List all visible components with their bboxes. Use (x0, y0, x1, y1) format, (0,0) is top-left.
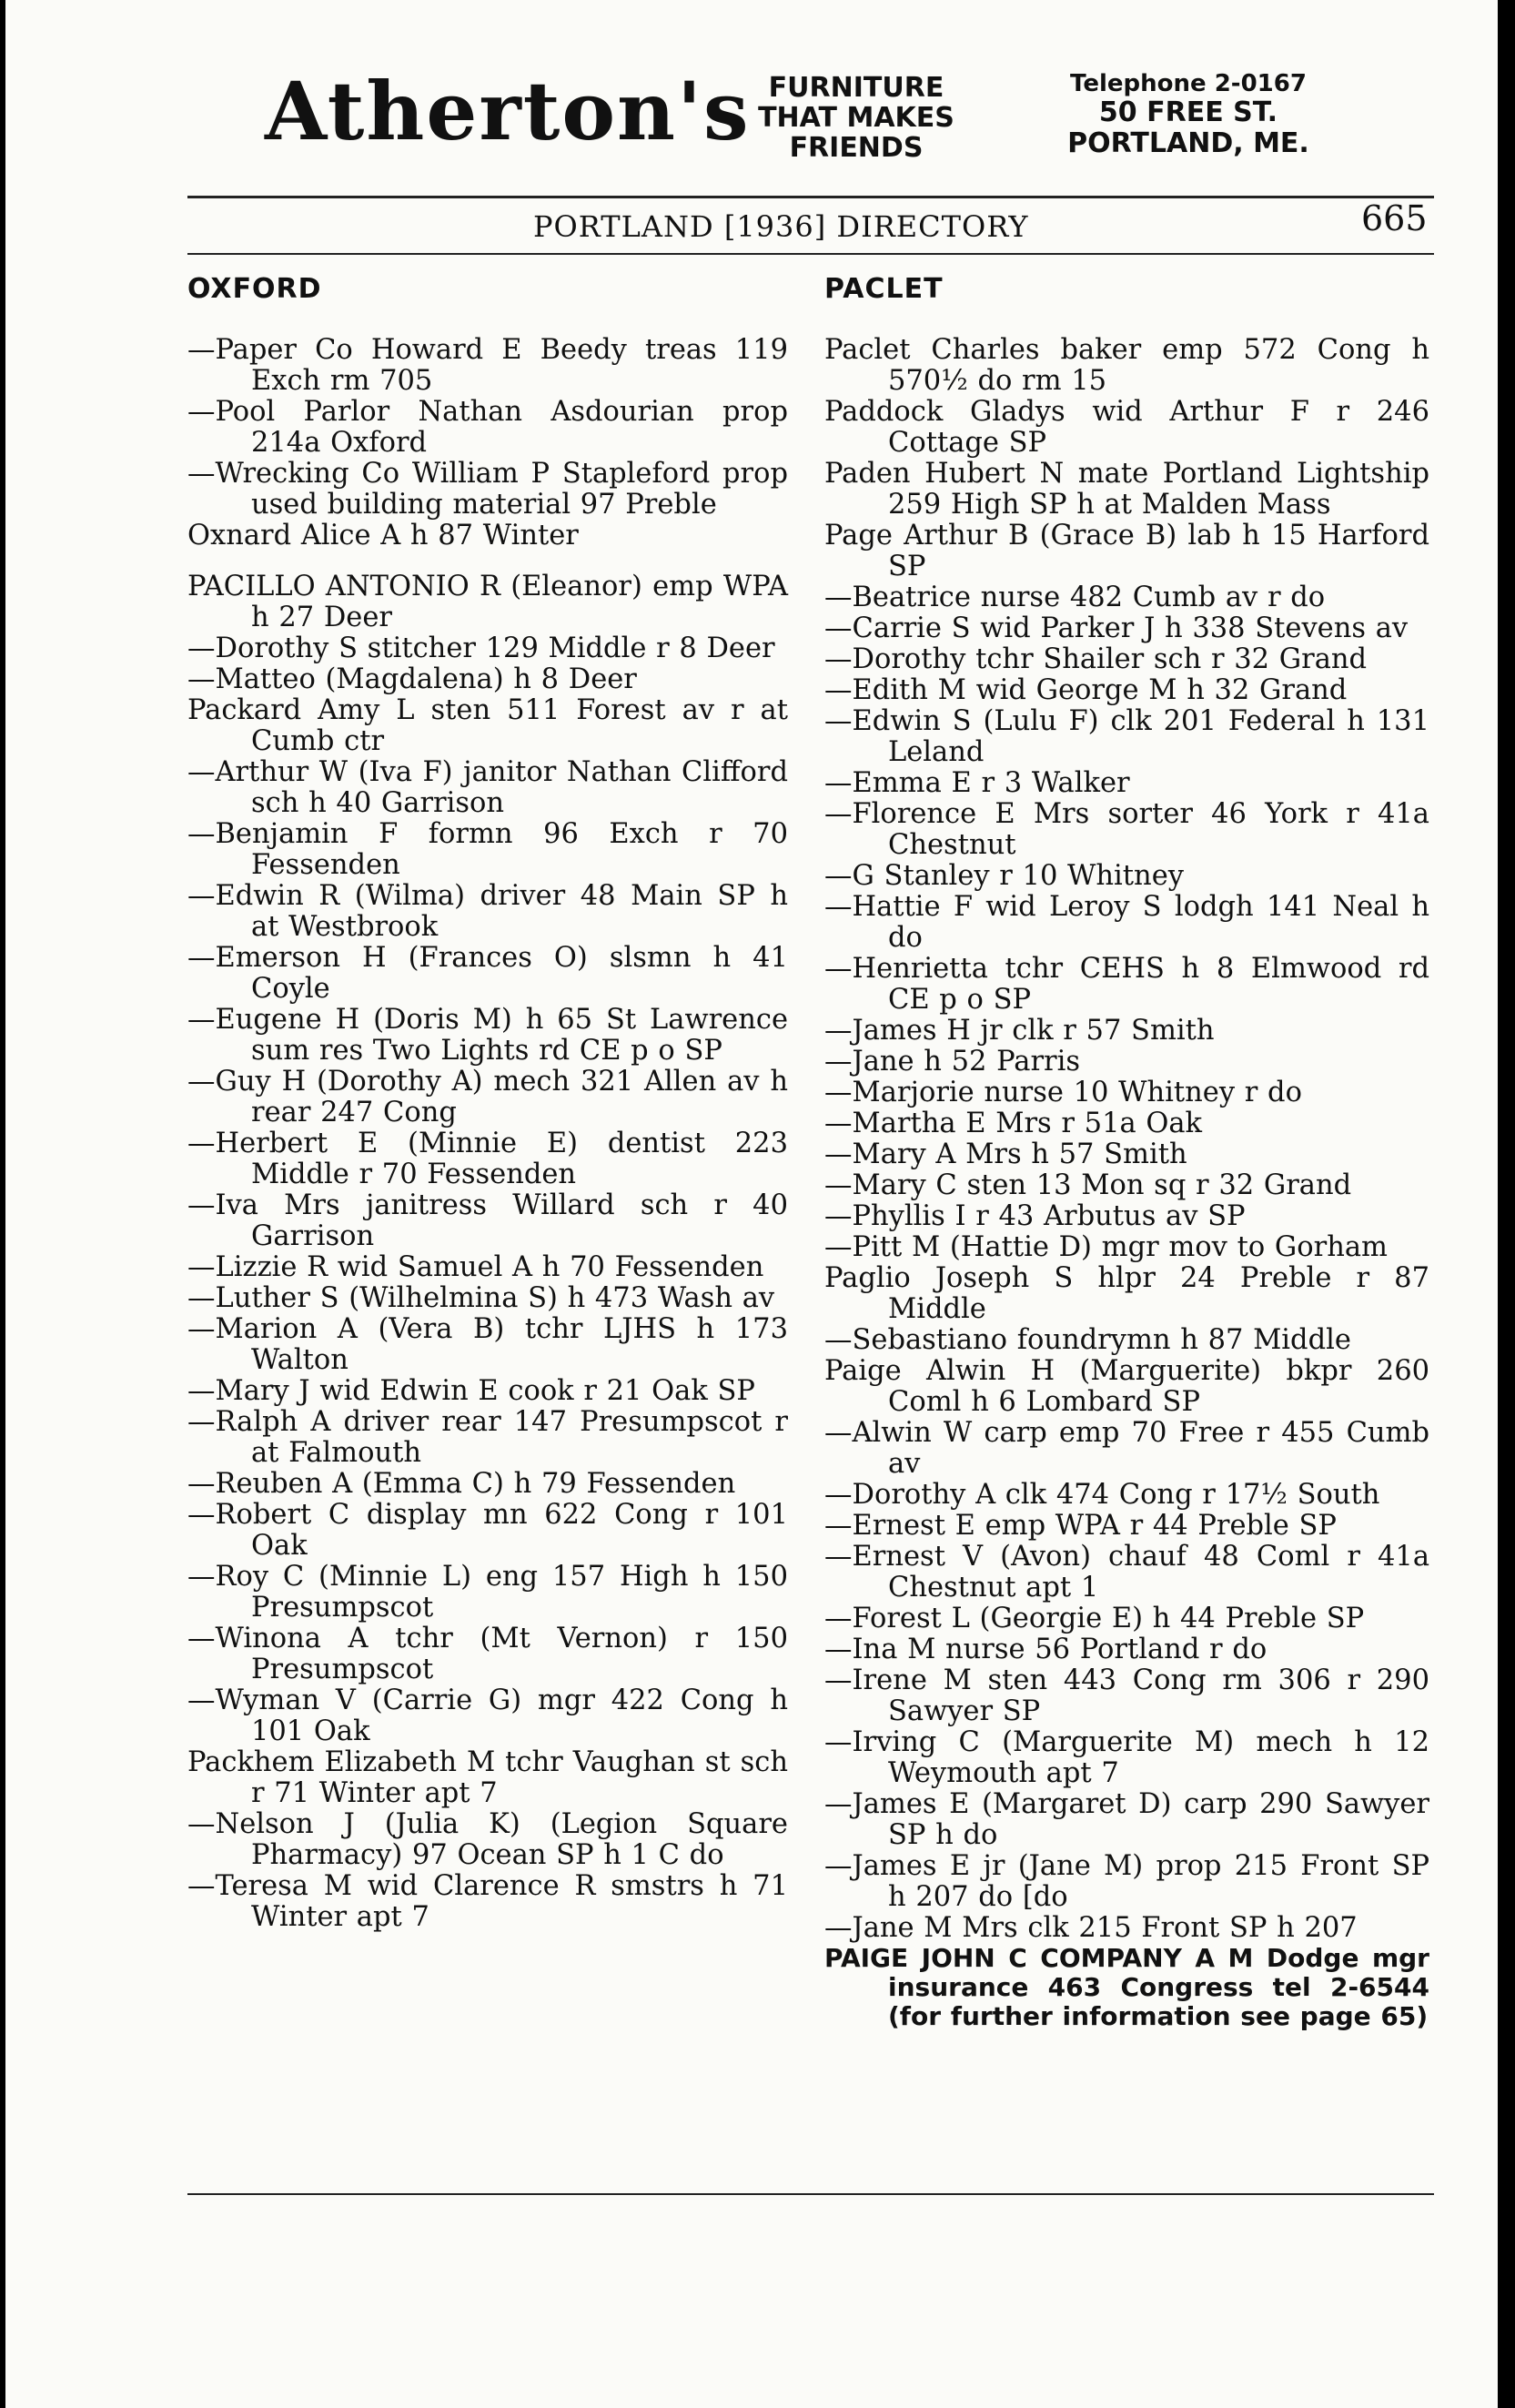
directory-entry: —Arthur W (Iva F) janitor Nathan Clifford sch h 40 Garrison (187, 756, 788, 819)
directory-entry: —Phyllis I r 43 Arbutus av SP (824, 1200, 1246, 1232)
directory-entry: Page Arthur B (Grace B) lab h 15 Harford SP (824, 520, 1429, 582)
directory-entry: —Sebastiano foundrymn h 87 Middle (824, 1324, 1351, 1356)
directory-entry: —Paper Co Howard E Beedy treas 119 Exch rm 705 (187, 334, 788, 397)
directory-entry: —Benjamin F formn 96 Exch r 70 Fessenden (187, 818, 788, 881)
slogan (733, 73, 979, 163)
directory-entry: PACILLO ANTONIO R (Eleanor) emp WPA h 27 Deer (187, 571, 788, 633)
directory-entry: Paclet Charles baker emp 572 Cong h 570½ do rm 15 (824, 334, 1429, 397)
directory-entry: —Ralph A driver rear 147 Presumpscot r at Falmouth (187, 1406, 788, 1469)
directory-entry: —Ernest V (Avon) chauf 48 Coml r 41a Chestnut apt 1 (824, 1541, 1429, 1604)
left-column (187, 273, 788, 1933)
directory-entry: —Emma E r 3 Walker (824, 767, 1130, 799)
slogan-line: THAT MAKES (758, 102, 954, 134)
directory-entry: —Irving C (Marguerite M) mech h 12 Weymouth apt 7 (824, 1726, 1429, 1789)
bottom-rule (187, 2193, 1434, 2195)
directory-entry: —Winona A tchr (Mt Vernon) r 150 Presumpscot (187, 1623, 788, 1685)
directory-entry: —Henrietta tchr CEHS h 8 Elmwood rd CE p o SP (824, 953, 1429, 1016)
directory-entry: —Beatrice nurse 482 Cumb av r do (824, 582, 1326, 613)
directory-entry: Paglio Joseph S hlpr 24 Preble r 87 Middle (824, 1262, 1429, 1325)
directory-entry: —Mary A Mrs h 57 Smith (824, 1138, 1187, 1170)
directory-entry: —Marion A (Vera B) tchr LJHS h 173 Walton (187, 1313, 788, 1376)
slogan-line: FRIENDS (789, 132, 924, 164)
directory-entry: —Herbert E (Minnie E) dentist 223 Middle r 70 Fessenden (187, 1128, 788, 1190)
directory-entry: —Reuben A (Emma C) h 79 Fessenden (187, 1468, 736, 1500)
directory-entry: —Pool Parlor Nathan Asdourian prop 214a Oxford (187, 396, 788, 459)
directory-entry: —James H jr clk r 57 Smith (824, 1015, 1215, 1047)
directory-entry: —G Stanley r 10 Whitney (824, 860, 1184, 892)
directory-entry: —Ina M nurse 56 Portland r do (824, 1634, 1268, 1665)
directory-entry: —Jane M Mrs clk 215 Front SP h 207 (824, 1912, 1358, 1944)
directory-entry: —Mary J wid Edwin E cook r 21 Oak SP (187, 1375, 755, 1407)
directory-entry: —Eugene H (Doris M) h 65 St Lawrence sum res Two Lights rd CE p o SP (187, 1004, 788, 1067)
directory-entry: —Forest L (Georgie E) h 44 Preble SP (824, 1603, 1365, 1634)
advertisement-banner (5, 55, 1498, 173)
directory-entry: Paden Hubert N mate Portland Lightship 259 High SP h at Malden Mass (824, 458, 1429, 521)
slogan-line: FURNITURE (768, 72, 944, 104)
directory-entry: —Wyman V (Carrie G) mgr 422 Cong h 101 Oak (187, 1685, 788, 1747)
directory-entry: —Ernest E emp WPA r 44 Preble SP (824, 1510, 1337, 1542)
directory-entry: —Dorothy tchr Shailer sch r 32 Grand (824, 643, 1368, 675)
directory-entry: —James E (Margaret D) carp 290 Sawyer SP h do (824, 1788, 1429, 1851)
directory-entry: —Edith M wid George M h 32 Grand (824, 674, 1348, 706)
top-rule (187, 196, 1434, 198)
telephone: Telephone 2-0167 (1070, 70, 1307, 97)
directory-entry: —Dorothy A clk 474 Cong r 17½ South (824, 1479, 1380, 1511)
directory-entry: —Teresa M wid Clarence R smstrs h 71 Winter apt 7 (187, 1870, 788, 1933)
directory-entry: —Luther S (Wilhelmina S) h 473 Wash av (187, 1282, 775, 1314)
city: PORTLAND, ME. (1067, 126, 1309, 159)
directory-page (5, 0, 1498, 2408)
directory-entry: —Martha E Mrs r 51a Oak (824, 1108, 1203, 1139)
directory-entry: —Mary C sten 13 Mon sq r 32 Grand (824, 1169, 1352, 1201)
directory-entry: —Marjorie nurse 10 Whitney r do (824, 1077, 1302, 1108)
page-number: 665 (1361, 198, 1428, 238)
directory-entry: Paddock Gladys wid Arthur F r 246 Cottage SP (824, 396, 1429, 459)
street-address: 50 FREE ST. (1098, 96, 1278, 129)
directory-entry: —Florence E Mrs sorter 46 York r 41a Chestnut (824, 798, 1429, 861)
directory-entry: —Iva Mrs janitress Willard sch r 40 Garrison (187, 1189, 788, 1252)
directory-entry: —Roy C (Minnie L) eng 157 High h 150 Presumpscot (187, 1561, 788, 1624)
directory-entry: —Jane h 52 Parris (824, 1046, 1081, 1078)
brand-name: Atherton's (265, 64, 751, 158)
directory-entry: —Nelson J (Julia K) (Legion Square Pharmacy) 97 Ocean SP h 1 C do (187, 1808, 788, 1871)
directory-entry: —Alwin W carp emp 70 Free r 455 Cumb av (824, 1417, 1429, 1480)
directory-entry: —Emerson H (Frances O) slsmn h 41 Coyle (187, 942, 788, 1005)
column-heading: OXFORD (187, 273, 322, 305)
directory-entry: —Pitt M (Hattie D) mgr mov to Gorham (824, 1231, 1388, 1263)
directory-entry: —Edwin S (Lulu F) clk 201 Federal h 131 Leland (824, 705, 1429, 768)
directory-entry: PAIGE JOHN C COMPANY A M Dodge mgr insurance 463 Congress tel 2-6544 (for further information see page 65) (824, 1943, 1429, 2031)
directory-entry: Packhem Elizabeth M tchr Vaughan st sch r 71 Winter apt 7 (187, 1746, 788, 1809)
header-rule (187, 253, 1434, 255)
directory-entry: —Edwin R (Wilma) driver 48 Main SP h at Westbrook (187, 880, 788, 943)
running-head: PORTLAND [1936] DIRECTORY (533, 209, 1029, 244)
column-heading: PACLET (824, 273, 944, 305)
entry-list (187, 335, 788, 1933)
directory-entry: —Carrie S wid Parker J h 338 Stevens av (824, 612, 1409, 644)
directory-entry: Oxnard Alice A h 87 Winter (187, 520, 579, 551)
directory-entry: —Dorothy S stitcher 129 Middle r 8 Deer (187, 632, 775, 664)
directory-entry: —Irene M sten 443 Cong rm 306 r 290 Sawyer SP (824, 1664, 1429, 1727)
right-column (824, 273, 1429, 2031)
directory-entry: —Hattie F wid Leroy S lodgh 141 Neal h do (824, 891, 1429, 954)
contact-block (1034, 71, 1343, 158)
directory-entry: —Robert C display mn 622 Cong r 101 Oak (187, 1499, 788, 1562)
directory-entry: —Lizzie R wid Samuel A h 70 Fessenden (187, 1251, 764, 1283)
directory-entry: —James E jr (Jane M) prop 215 Front SP h 207 do [do (824, 1850, 1429, 1913)
directory-entry: Paige Alwin H (Marguerite) bkpr 260 Coml h 6 Lombard SP (824, 1355, 1429, 1418)
directory-entry: —Wrecking Co William P Stapleford prop used building material 97 Preble (187, 458, 788, 521)
directory-entry: —Guy H (Dorothy A) mech 321 Allen av h rear 247 Cong (187, 1066, 788, 1128)
entry-list (824, 335, 1429, 2031)
directory-entry: Packard Amy L sten 511 Forest av r at Cumb ctr (187, 694, 788, 757)
directory-entry: —Matteo (Magdalena) h 8 Deer (187, 663, 637, 695)
